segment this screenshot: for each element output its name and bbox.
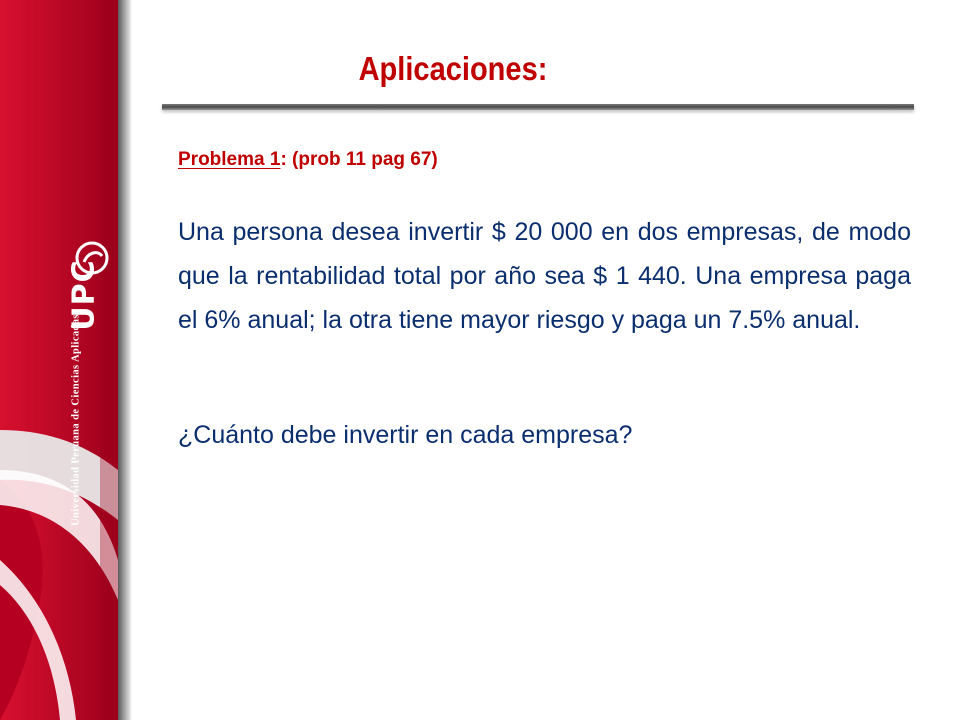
university-name: Universidad Peruana de Ciencias Aplicadas bbox=[70, 314, 82, 526]
sidebar-swoosh-graphic bbox=[0, 0, 118, 720]
brand-name: UPC bbox=[66, 259, 102, 331]
problem-reference: : (prob 11 pag 67) bbox=[280, 149, 438, 170]
problem-label: Problema 1 bbox=[178, 149, 281, 170]
slide-title: Aplicaciones: bbox=[358, 50, 548, 87]
sidebar-shadow bbox=[118, 0, 132, 720]
problem-heading bbox=[178, 149, 438, 171]
branding-sidebar bbox=[0, 0, 118, 720]
title-divider bbox=[162, 104, 914, 110]
problem-question: ¿Cuánto debe invertir en cada empresa? bbox=[178, 421, 633, 449]
problem-statement: Una persona desea invertir $ 20 000 en dos empresas, de modo que la rentabilidad total por año sea $ 1 440. Una empresa paga el 6% anual; la otra tiene mayor riesgo y paga un 7.5% anual. bbox=[178, 218, 911, 334]
